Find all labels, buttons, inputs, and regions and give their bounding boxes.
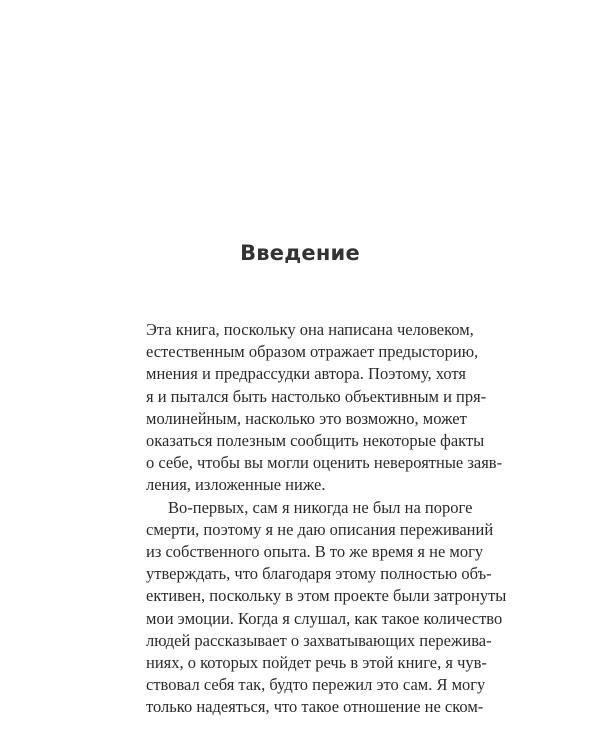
text-line: естественным образом отражает предысторию, [146,342,479,362]
text-line: из собственного опыта. В то же время я не могу [146,542,484,562]
text-line: ниях, о которых пойдет речь в этой книге, я чув- [146,653,487,673]
text-line: о себе, чтобы вы могли оценить невероятные заяв- [146,453,503,473]
text-line: ления, изложенные ниже. [146,475,326,495]
text-line: смерти, поэтому я не даю описания переживаний [146,519,494,539]
text-line: людей рассказывает о захватывающих пережива- [146,630,492,650]
text-line: мнения и предрассудки автора. Поэтому, хотя [146,364,466,384]
text-line: молинейным, насколько это возможно, может [146,408,467,428]
chapter-body [146,319,507,719]
text-line: мои эмоции. Когда я слушал, как такое количество [146,608,503,628]
text-line: я и пытался быть настолько объективным и пря- [146,386,487,406]
chapter-heading: Введение [240,241,360,265]
text-line: оказаться полезным сообщить некоторые факты [146,431,485,451]
paragraph-2 [146,497,507,719]
text-line: Во-первых, сам я никогда не был на пороге [168,497,473,517]
text-line: Эта книга, поскольку она написана человеком, [146,320,474,339]
text-line: ствовал себя так, будто пережил это сам. Я могу [146,675,486,695]
paragraph-1 [146,319,503,497]
text-line: ективен, поскольку в этом проекте были затронуты [146,586,507,606]
text-line: только надеяться, что такое отношение не ском- [146,697,484,717]
text-line: утверждать, что благодаря этому полностью объ- [146,564,492,584]
